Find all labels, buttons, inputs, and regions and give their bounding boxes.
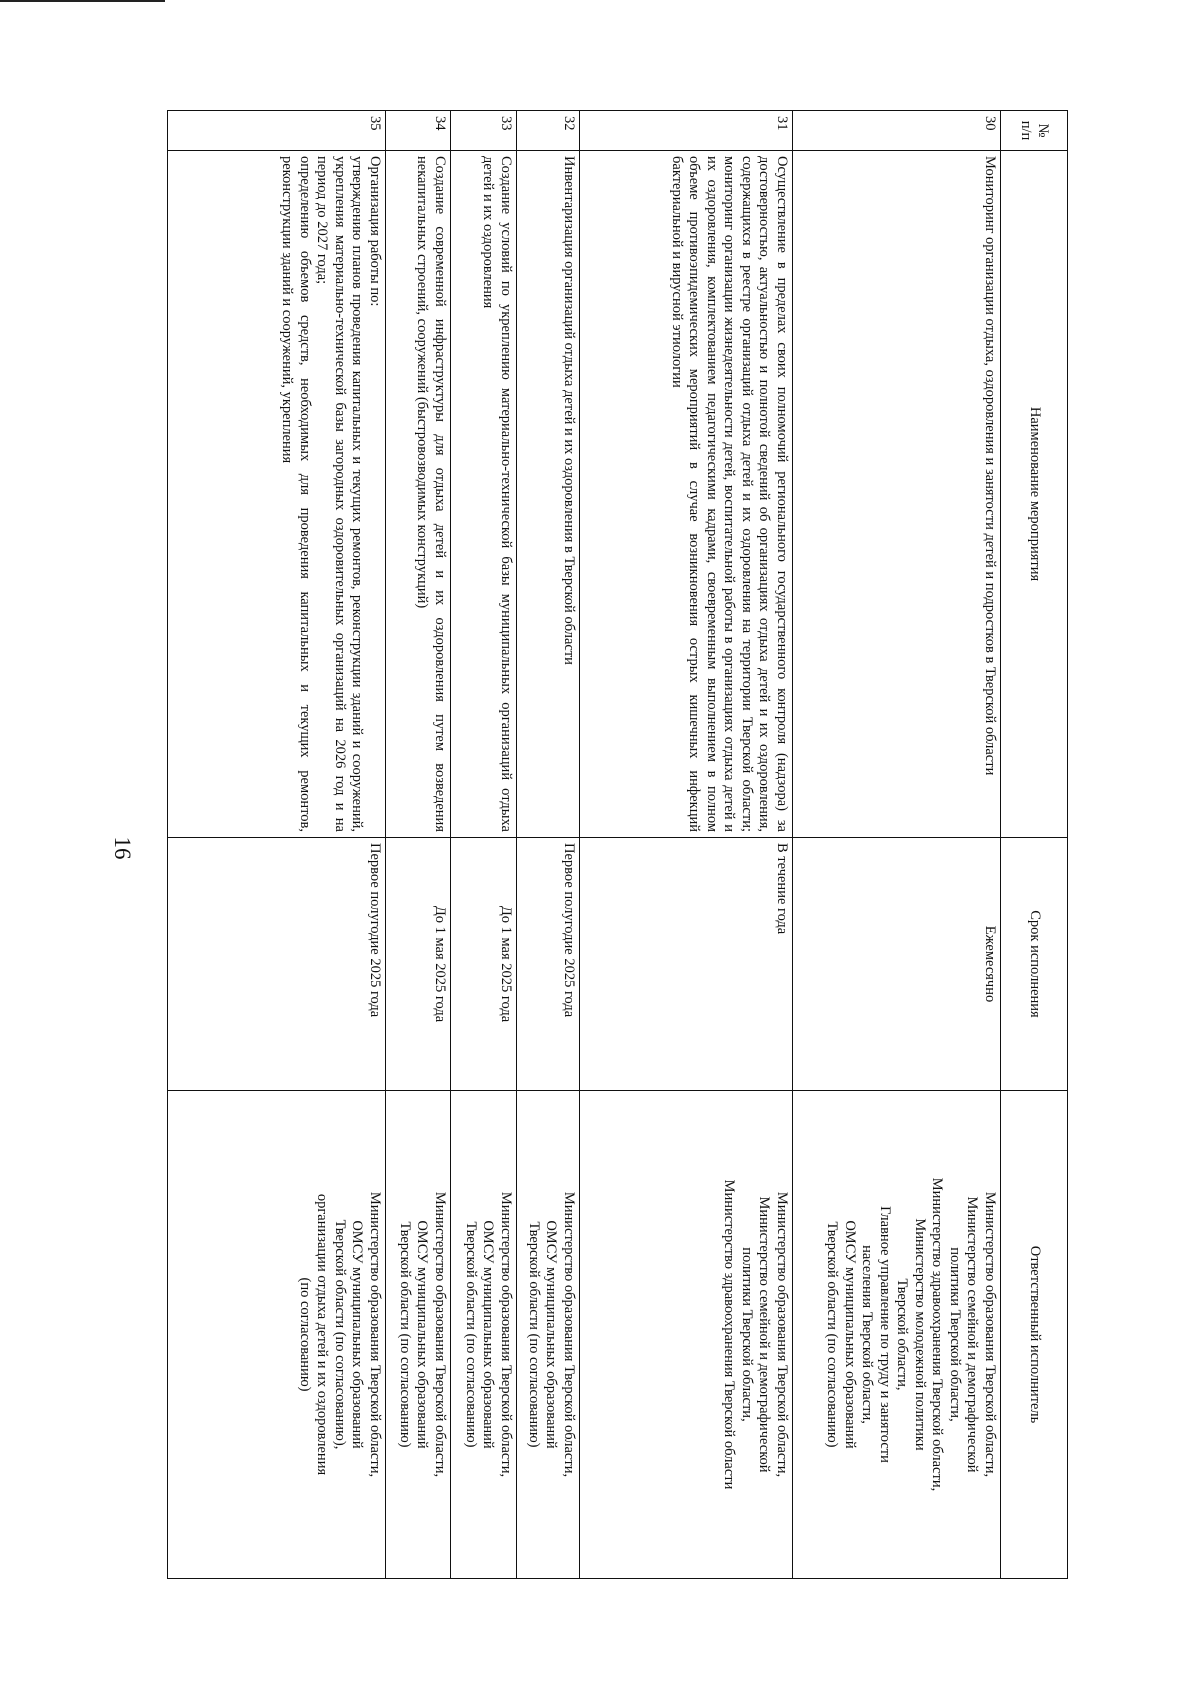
event-responsible [793,1091,1001,1579]
header-term: Срок исполнения [1001,838,1068,1091]
responsible-line: Тверской области (по согласованию) [824,1221,841,1448]
responsible-line: Министерство образования Тверской области, [498,1191,514,1478]
rotated-table-container [167,110,1068,1578]
event-name-line: Организация работы по: [367,156,383,307]
table-row [517,111,580,1579]
responsible-line: Министерство семейной и демографической [756,1196,773,1473]
header-responsible: Ответственный исполнитель [1001,1091,1068,1579]
row-number: 31 [580,111,793,151]
event-term: Ежемесячно [793,838,1001,1091]
page-number: 16 [110,836,135,860]
table-row [580,111,793,1579]
event-term: Первое полугодие 2025 года [168,838,386,1091]
responsible-line: Министерство образования Тверской области, [561,1191,577,1478]
row-number: 32 [517,111,580,151]
responsible-line: (по согласованию) [297,1277,313,1392]
scan-edge-line [0,0,165,2]
responsible-line: Министерство здравоохранения Тверской области [721,1179,738,1490]
event-name-line: утверждению планов проведения капитальных и текущих ремонтов, реконструкции зданий и сооружений, укрепления материально-технической базы загородных оздоровительных организаций на 2026 год и на период до 2027 года; [314,156,366,832]
responsible-line: ОМСУ муниципальных образований [543,1220,560,1449]
responsible-line: Министерство образования Тверской области, [774,1191,790,1478]
row-number: 33 [451,111,517,151]
event-name: Мониторинг организации отдыха, оздоровления и занятости детей и подростков в Тверской области [793,151,1001,838]
event-name: Создание современной инфраструктуры для отдыха детей и их оздоровления путем возведения некапитальных строений, сооружений (быстровозводимых конструкций) [386,151,451,838]
responsible-line: политики Тверской области, [947,1247,963,1422]
table-header-row [1001,111,1068,1579]
responsible-line: Тверской области (по согласованию) [397,1221,413,1448]
responsible-line: ОМСУ муниципальных образований [842,1220,858,1449]
responsible-line: организации отдыха детей и их оздоровления [314,1193,331,1476]
responsible-line: Тверской области, [894,1278,911,1391]
event-name [168,151,386,838]
event-responsible [451,1091,517,1579]
responsible-line: Министерство образования Тверской области, [367,1191,383,1478]
row-number: 30 [793,111,1001,151]
responsible-line: Тверской области (по согласованию), [332,1219,348,1450]
responsible-line: Тверской области (по согласованию) [526,1221,542,1448]
table-row [386,111,451,1579]
responsible-line: Главное управление по труду и занятости [877,1206,893,1463]
responsible-line: Министерство семейной и демографической [964,1196,981,1473]
event-responsible [580,1091,793,1579]
table-row [451,111,517,1579]
event-term: До 1 мая 2025 года [386,838,451,1091]
event-name-line: определению объемов средств, необходимых для проведения капитальных и текущих ремонтов, реконструкции зданий и сооружений, укрепления [279,156,313,832]
responsible-line: Тверской области (по согласованию) [463,1221,479,1448]
table-row [168,111,386,1579]
event-term: В течение года [580,838,793,1091]
responsible-line: политики Тверской области, [739,1247,755,1422]
event-responsible [517,1091,580,1579]
table-row [793,111,1001,1579]
row-number: 34 [386,111,451,151]
event-responsible [386,1091,451,1579]
responsible-line: ОМСУ муниципальных образований [414,1220,431,1449]
event-name: Создание условий по укреплению материально-технической базы муниципальных организаций отдыха детей и их оздоровления [451,151,517,838]
header-name: Наименование мероприятия [1001,151,1068,838]
event-term: Первое полугодие 2025 года [517,838,580,1091]
event-responsible [168,1091,386,1579]
header-num: № п/п [1001,111,1068,151]
row-number: 35 [168,111,386,151]
responsible-line: Министерство молодежной политики [912,1218,928,1451]
responsible-line: Министерство здравоохранения Тверской области, [929,1177,946,1492]
responsible-line: Министерство образования Тверской области, [432,1191,448,1478]
event-name: Инвентаризация организаций отдыха детей и их оздоровления в Тверской области [517,151,580,838]
responsible-line: ОМСУ муниципальных образований [480,1220,497,1449]
responsible-line: населения Тверской области, [859,1245,876,1424]
responsible-line: ОМСУ муниципальных образований [349,1220,366,1449]
events-table [167,110,1068,1579]
responsible-line: Министерство образования Тверской области, [982,1191,998,1478]
event-term: До 1 мая 2025 года [451,838,517,1091]
event-name: Осуществление в пределах своих полномочий регионального государственного контроля (надзора) за достоверностью, актуальностью и полнотой сведений об организациях отдыха детей и их оздоровления, содержащихся в реестре организаций отдыха детей и их оздоровления на территории Тверской области; мониторинг организации жизнедеятельности детей, воспитательной работы в организациях отдыха детей и их оздоровления, комплектованием педагогическими кадрами, своевременным выполнением в полном объеме противоэпидемических мероприятий в случае возникновения острых кишечных инфекций бактериальной и вирусной этиологии [580,151,793,838]
